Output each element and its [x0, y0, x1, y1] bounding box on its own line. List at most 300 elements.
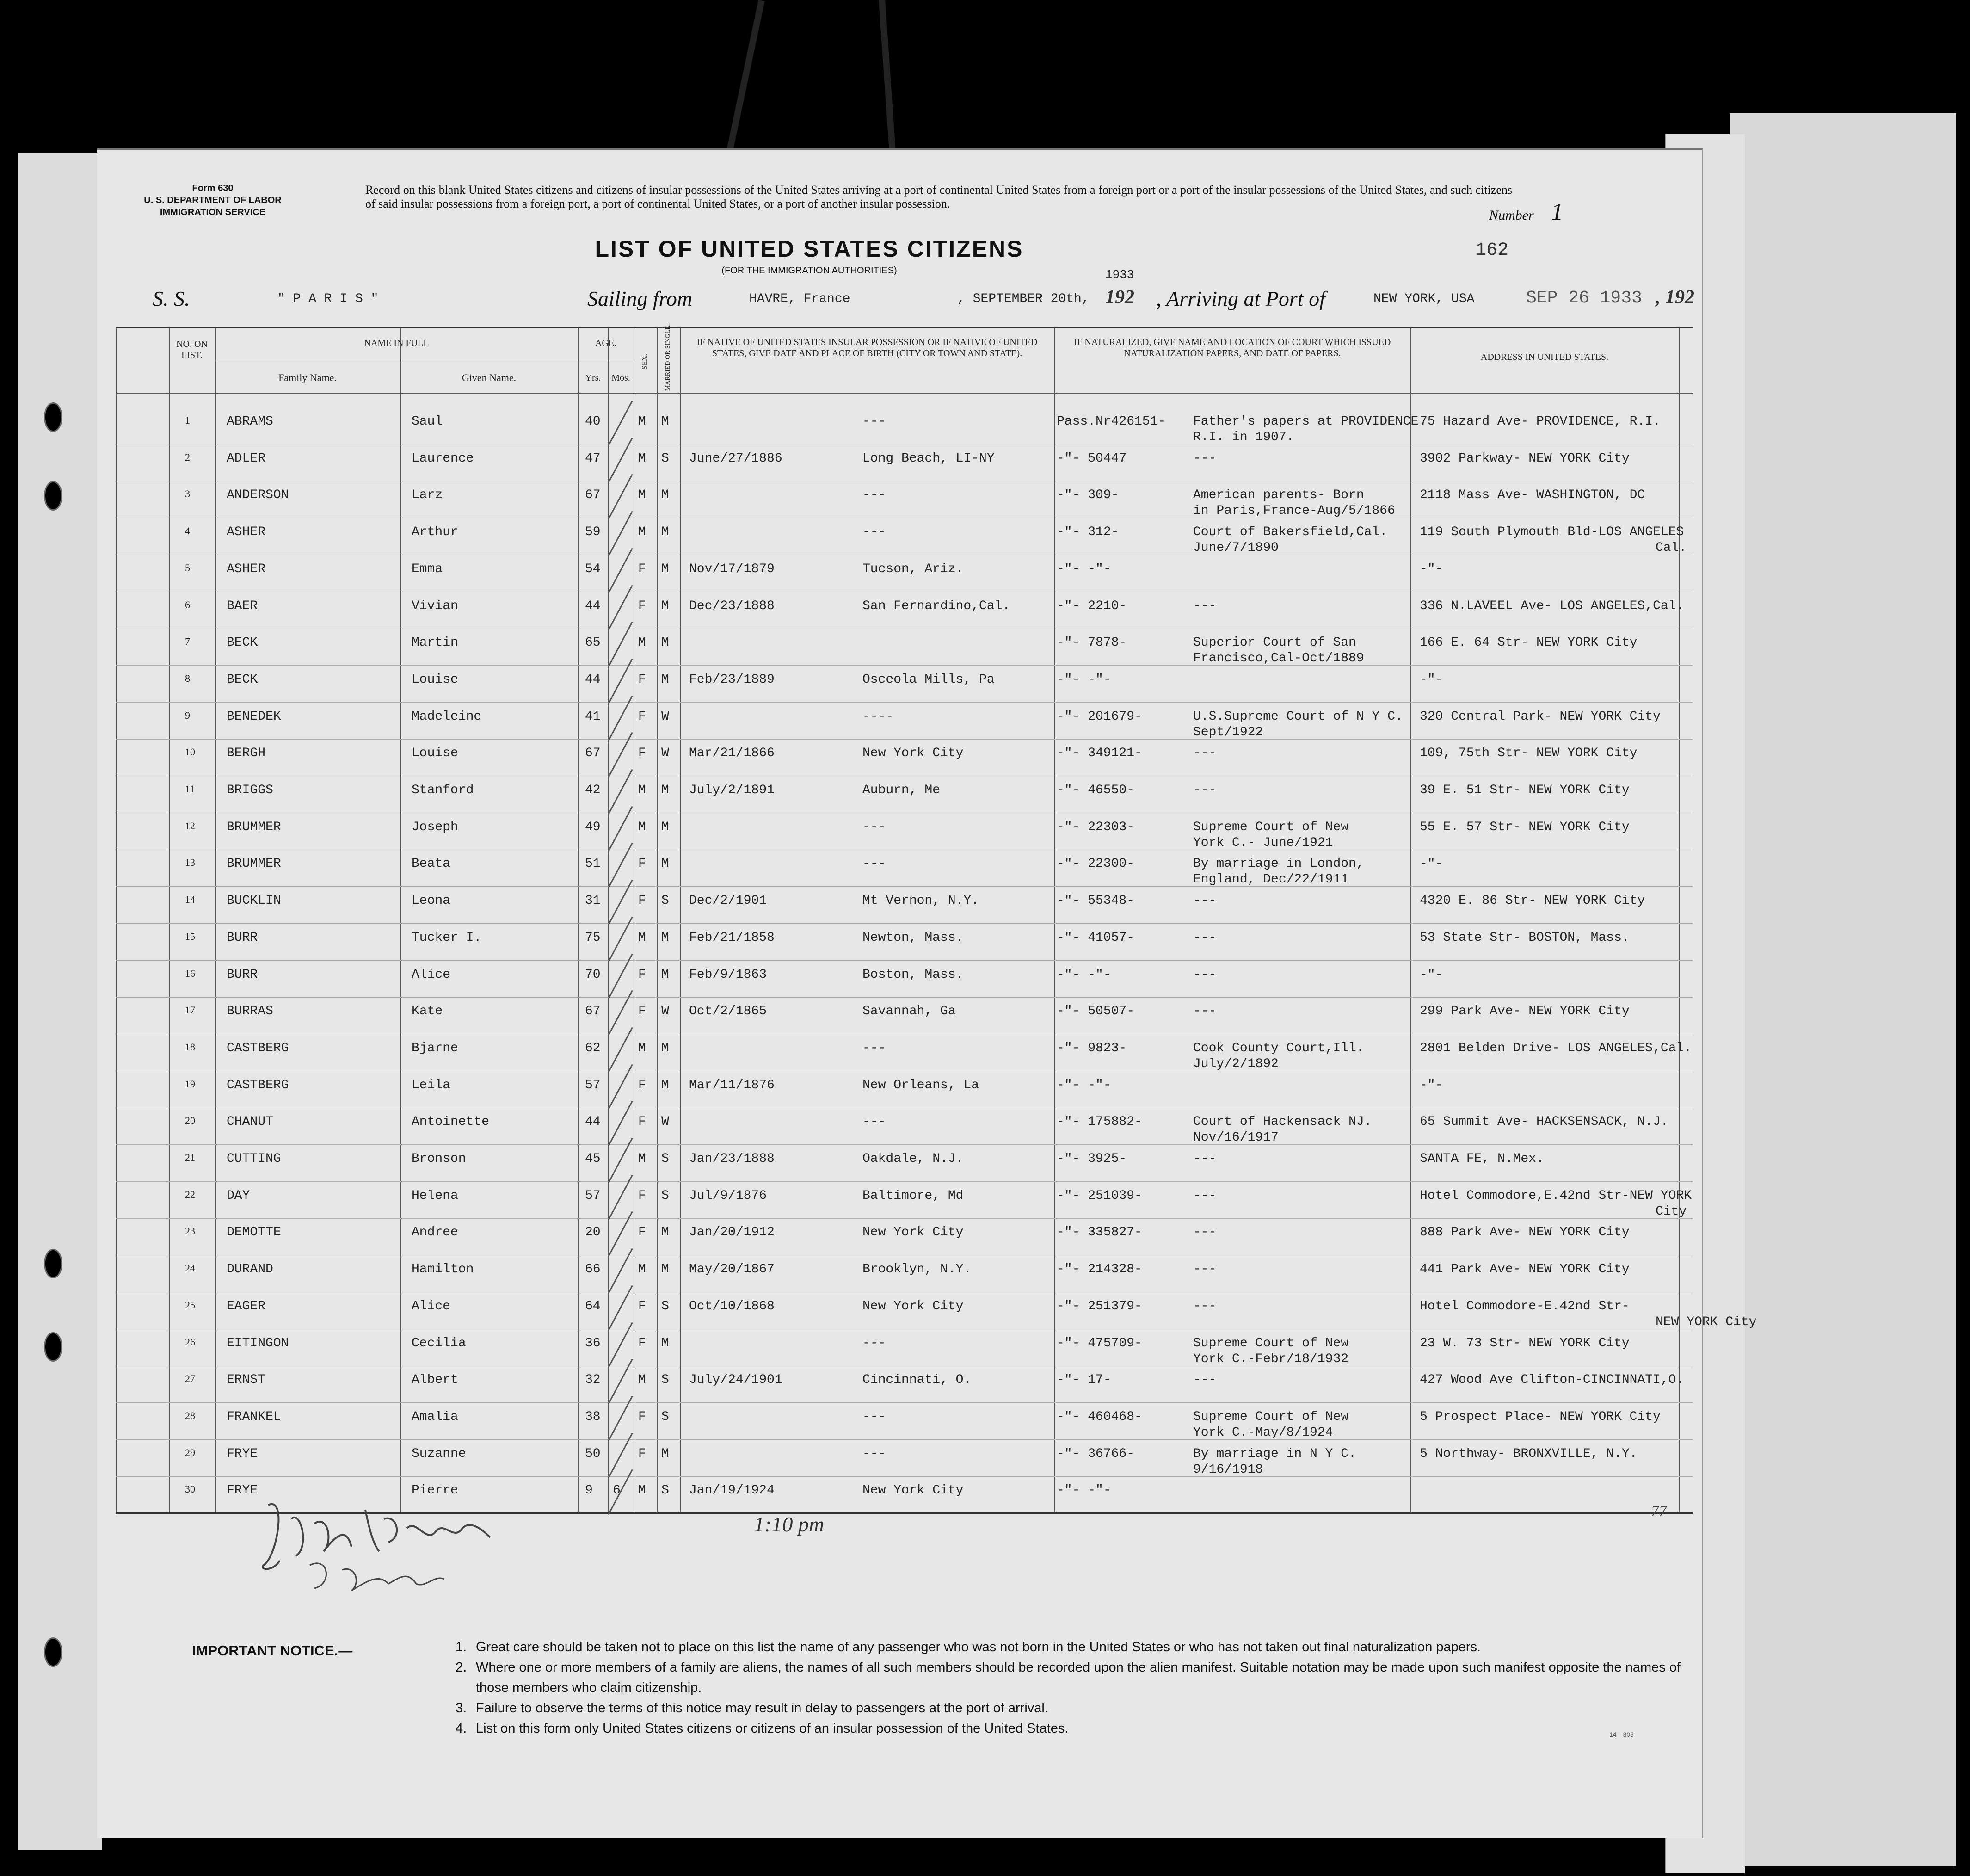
cell-given: Arthur	[412, 525, 458, 540]
cell-sex: M	[638, 1262, 646, 1277]
cell-sex: F	[638, 562, 646, 576]
cell-bplace: San Fernardino,Cal.	[862, 599, 1010, 613]
cell-no: 30	[185, 1483, 195, 1495]
cell-bplace: Osceola Mills, Pa	[862, 672, 995, 687]
punch-hole	[44, 1637, 62, 1667]
cell-court1: ---	[1193, 1225, 1217, 1240]
cell-addr1: -"-	[1420, 967, 1443, 982]
cell-court1: ---	[1193, 783, 1217, 797]
cell-age: 36	[585, 1336, 601, 1351]
form-service: IMMIGRATION SERVICE	[160, 207, 266, 217]
table-row	[116, 854, 1693, 891]
cell-no: 24	[185, 1262, 195, 1274]
cell-ms: S	[661, 1483, 669, 1498]
cell-natno: -"- 201679-	[1057, 709, 1142, 724]
notice-item-number: 1.	[456, 1640, 467, 1654]
cell-bdate: June/27/1886	[689, 451, 782, 466]
cell-no: 10	[185, 746, 195, 758]
cell-addr1: 2801 Belden Drive- LOS ANGELES,Cal.	[1420, 1041, 1692, 1055]
sheet-number-stamp: 162	[1475, 240, 1509, 261]
cell-court1: Court of Hackensack NJ.	[1193, 1115, 1372, 1129]
cell-natno: -"- 214328-	[1057, 1262, 1142, 1277]
cell-no: 6	[185, 599, 190, 611]
cell-ms: M	[661, 1225, 669, 1240]
cell-court1: ---	[1193, 967, 1217, 982]
cell-sex: F	[638, 1299, 646, 1314]
cell-no: 1	[185, 414, 190, 426]
ship-name: " P A R I S "	[277, 292, 379, 306]
header-sex: SEX.	[641, 353, 649, 370]
cell-family: BECK	[227, 636, 258, 650]
cell-ms: M	[661, 672, 669, 687]
cell-bdate: Dec/23/1888	[689, 599, 775, 613]
cell-natno: -"- 41057-	[1057, 930, 1135, 945]
cell-given: Kate	[412, 1004, 443, 1019]
list-number	[1489, 198, 1563, 226]
cell-given: Alice	[412, 1299, 451, 1314]
cell-age: 42	[585, 783, 601, 797]
table-row	[116, 707, 1693, 744]
cell-bdate: Jan/20/1912	[689, 1225, 775, 1240]
cell-court1: By marriage in London,	[1193, 857, 1364, 871]
cell-given: Madeleine	[412, 709, 482, 724]
cell-bdate: May/20/1867	[689, 1262, 775, 1277]
cell-family: ADLER	[227, 451, 266, 466]
cell-addr2: City	[1656, 1204, 1687, 1219]
table-row	[116, 743, 1693, 780]
cell-age: 50	[585, 1446, 601, 1461]
cell-family: CHANUT	[227, 1115, 273, 1129]
cell-age: 45	[585, 1152, 601, 1166]
table-row	[116, 1333, 1693, 1370]
table-row	[116, 1112, 1693, 1149]
table-row	[116, 522, 1693, 559]
cell-sex: M	[638, 1373, 646, 1388]
cell-family: FRYE	[227, 1446, 258, 1461]
cell-court1: ---	[1193, 1262, 1217, 1277]
cell-no: 26	[185, 1336, 195, 1348]
header-family-name: Family Name.	[278, 372, 337, 383]
notice-item	[456, 1718, 1713, 1739]
notice-items	[456, 1637, 1713, 1739]
table-row	[116, 559, 1693, 596]
cell-age: 44	[585, 599, 601, 613]
notice-item-number: 2.	[456, 1660, 467, 1675]
cell-bplace: ---	[862, 857, 886, 871]
cell-no: 23	[185, 1225, 195, 1237]
cell-ms: M	[661, 1041, 669, 1055]
cell-family: FRYE	[227, 1483, 258, 1498]
cell-sex: M	[638, 1152, 646, 1166]
cell-sex: M	[638, 783, 646, 797]
cell-natno: -"- 50507-	[1057, 1004, 1135, 1019]
cell-addr1: 4320 E. 86 Str- NEW YORK City	[1420, 894, 1645, 908]
cell-natno: -"- -"-	[1057, 1483, 1111, 1498]
cell-given: Leona	[412, 894, 451, 908]
cell-court1: ---	[1193, 1299, 1217, 1314]
cell-age: 70	[585, 967, 601, 982]
cell-natno: -"- 7878-	[1057, 636, 1127, 650]
table-row	[116, 1296, 1757, 1333]
header-naturalization: IF NATURALIZED, GIVE NAME AND LOCATION OF COURT WHICH ISSUED NATURALIZATION PAPERS, AND DATE OF PAPERS.	[1074, 337, 1391, 358]
cell-ms: M	[661, 636, 669, 650]
cell-ms: W	[661, 1004, 669, 1019]
cell-bplace: New York City	[862, 1225, 964, 1240]
cell-addr1: 336 N.LAVEEL Ave- LOS ANGELES,Cal.	[1420, 599, 1684, 613]
page-title: LIST OF UNITED STATES CITIZENS	[595, 236, 1024, 262]
cell-bplace: New York City	[862, 746, 964, 761]
header-marital-status: MARRIED OR SINGLE.	[665, 324, 671, 391]
cell-court1: ---	[1193, 451, 1217, 466]
cell-ms: W	[661, 709, 669, 724]
cell-given: Louise	[412, 746, 458, 761]
cell-given: Laurence	[412, 451, 474, 466]
cell-family: EAGER	[227, 1299, 266, 1314]
cell-addr1: -"-	[1420, 857, 1443, 871]
cell-bplace: ---	[862, 820, 886, 834]
notice-item-text: List on this form only United States citizens or citizens of an insular possession of the United States.	[476, 1721, 1069, 1736]
cell-bdate: July/2/1891	[689, 783, 775, 797]
cell-court2: July/2/1892	[1193, 1056, 1279, 1071]
cell-court1: Supreme Court of New	[1193, 1336, 1349, 1351]
cell-sex: F	[638, 709, 646, 724]
cell-sex: M	[638, 930, 646, 945]
form-header	[129, 182, 296, 218]
notice-item	[456, 1637, 1713, 1657]
arrival-port: NEW YORK, USA	[1373, 292, 1475, 306]
cell-bplace: Savannah, Ga	[862, 1004, 956, 1019]
cell-addr1: 320 Central Park- NEW YORK City	[1420, 709, 1661, 724]
table-row	[116, 412, 1693, 449]
cell-bdate: Nov/17/1879	[689, 562, 775, 576]
cell-sex: M	[638, 414, 646, 429]
cell-given: Louise	[412, 672, 458, 687]
notice-item	[456, 1657, 1713, 1698]
cell-age: 44	[585, 672, 601, 687]
cell-ms: M	[661, 1262, 669, 1277]
cell-bplace: ---	[862, 1041, 886, 1055]
cell-age: 9	[585, 1483, 593, 1498]
table-row	[116, 1001, 1693, 1038]
print-code: 14—808	[1609, 1731, 1634, 1738]
cell-sex: F	[638, 1004, 646, 1019]
table-row	[116, 449, 1693, 486]
cell-given: Alice	[412, 967, 451, 982]
cell-age: 57	[585, 1078, 601, 1092]
cell-family: ABRAMS	[227, 414, 273, 429]
cell-bplace: Boston, Mass.	[862, 967, 964, 982]
notice-item-number: 3.	[456, 1701, 467, 1716]
cell-addr1: 75 Hazard Ave- PROVIDENCE, R.I.	[1420, 414, 1661, 429]
cell-bplace: Brooklyn, N.Y.	[862, 1262, 972, 1277]
cell-sex: F	[638, 967, 646, 982]
cell-natno: -"- -"-	[1057, 672, 1111, 687]
cell-sex: F	[638, 1188, 646, 1203]
cell-given: Hamilton	[412, 1262, 474, 1277]
cell-age: 66	[585, 1262, 601, 1277]
cell-natno: -"- 46550-	[1057, 783, 1135, 797]
cell-given: Bronson	[412, 1152, 466, 1166]
cell-addr1: Hotel Commodore-E.42nd Str-	[1420, 1299, 1630, 1314]
cell-court1: Father's papers at PROVIDENCE	[1193, 414, 1419, 429]
cell-bdate: Jan/19/1924	[689, 1483, 775, 1498]
notice-item-text: Where one or more members of a family are aliens, the names of all such members should be recorded upon the alien manifest. Suitable notation may be made upon such manifest opposite the names of those members who claim citizenship.	[476, 1660, 1681, 1695]
form-number: Form 630	[192, 183, 234, 193]
cell-family: BURR	[227, 930, 258, 945]
table-row	[116, 1407, 1693, 1444]
cell-addr1: 427 Wood Ave Clifton-CINCINNATI,O.	[1420, 1373, 1684, 1388]
cell-no: 5	[185, 562, 190, 574]
cell-addr1: -"-	[1420, 562, 1443, 576]
cell-addr1: 299 Park Ave- NEW YORK City	[1420, 1004, 1630, 1019]
page-subtitle: (FOR THE IMMIGRATION AUTHORITIES)	[721, 265, 897, 276]
cell-sex: F	[638, 746, 646, 761]
cell-family: BURRAS	[227, 1004, 273, 1019]
cell-natno: -"- -"-	[1057, 1078, 1111, 1092]
cell-no: 4	[185, 525, 190, 537]
cell-ms: M	[661, 857, 669, 871]
cell-bplace: Auburn, Me	[862, 783, 941, 797]
arriving-label: , Arriving at Port of	[1156, 287, 1325, 310]
cell-sex: M	[638, 820, 646, 834]
cell-ms: M	[661, 562, 669, 576]
table-row	[116, 1038, 1693, 1075]
cell-ms: M	[661, 1336, 669, 1351]
cell-addr1: 3902 Parkway- NEW YORK City	[1420, 451, 1630, 466]
cell-bdate: Jul/9/1876	[689, 1188, 767, 1203]
sailing-port: HAVRE, France	[749, 292, 850, 306]
cell-no: 8	[185, 672, 190, 684]
cell-family: BERGH	[227, 746, 266, 761]
cell-age: 40	[585, 414, 601, 429]
cell-bplace: Tucson, Ariz.	[862, 562, 964, 576]
table-row	[116, 633, 1693, 670]
header-birth: IF NATIVE OF UNITED STATES INSULAR POSSESSION OR IF NATIVE OF UNITED STATES, GIVE DATE AND PLACE OF BIRTH (CITY OR TOWN AND STATE).	[696, 337, 1038, 358]
cell-court2: Nov/16/1917	[1193, 1130, 1279, 1145]
cell-sex: M	[638, 1483, 646, 1498]
cell-natno: -"- 251379-	[1057, 1299, 1142, 1314]
cell-addr1: 39 E. 51 Str- NEW YORK City	[1420, 783, 1630, 797]
cell-age: 38	[585, 1409, 601, 1424]
table-row	[116, 1186, 1693, 1223]
cell-natno: -"- 251039-	[1057, 1188, 1142, 1203]
cell-court1: ---	[1193, 1188, 1217, 1203]
cell-bdate: Oct/2/1865	[689, 1004, 767, 1019]
table-row	[116, 1444, 1693, 1481]
cell-no: 3	[185, 488, 190, 500]
cell-age: 54	[585, 562, 601, 576]
cell-given: Antoinette	[412, 1115, 490, 1129]
cell-ms: M	[661, 1078, 669, 1092]
cell-age: 57	[585, 1188, 601, 1203]
cell-no: 21	[185, 1152, 195, 1163]
cell-natno: -"- 3925-	[1057, 1152, 1127, 1166]
cell-court2: York C.-Febr/18/1932	[1193, 1351, 1349, 1366]
punch-hole	[44, 1332, 62, 1362]
cell-bplace: ---	[862, 1336, 886, 1351]
cell-family: BENEDEK	[227, 709, 281, 724]
notice-item	[456, 1698, 1713, 1718]
cell-family: BECK	[227, 672, 258, 687]
cell-no: 20	[185, 1115, 195, 1127]
cell-court1: ---	[1193, 746, 1217, 761]
cell-no: 13	[185, 857, 195, 869]
handwritten-note: 77	[1651, 1503, 1667, 1520]
number-label: Number	[1489, 208, 1534, 223]
cell-ms: S	[661, 1409, 669, 1424]
cell-age: 32	[585, 1373, 601, 1388]
cell-bplace: Baltimore, Md	[862, 1188, 964, 1203]
cell-addr1: SANTA FE, N.Mex.	[1420, 1152, 1544, 1166]
table-row	[116, 670, 1693, 707]
cell-ms: W	[661, 1115, 669, 1129]
table-row	[116, 1222, 1693, 1259]
cell-natno: Pass.Nr426151-	[1057, 414, 1166, 429]
cell-natno: -"- 50447	[1057, 451, 1127, 466]
cell-addr1: 109, 75th Str- NEW YORK City	[1420, 746, 1638, 761]
punch-hole	[44, 1249, 62, 1278]
cell-ms: M	[661, 414, 669, 429]
binding-string	[879, 0, 896, 157]
cell-family: FRANKEL	[227, 1409, 281, 1424]
cell-court1: Supreme Court of New	[1193, 820, 1349, 834]
sailing-year-written: 1933	[1105, 268, 1134, 282]
cell-court2: R.I. in 1907.	[1193, 430, 1294, 444]
cell-no: 29	[185, 1446, 195, 1458]
cell-court1: By marriage in N Y C.	[1193, 1446, 1356, 1461]
cell-no: 11	[185, 783, 195, 795]
cell-ms: M	[661, 783, 669, 797]
cell-bplace: Long Beach, LI-NY	[862, 451, 995, 466]
cell-age: 62	[585, 1041, 601, 1055]
cell-ms: M	[661, 930, 669, 945]
cell-bplace: Mt Vernon, N.Y.	[862, 894, 979, 908]
cell-court1: ---	[1193, 894, 1217, 908]
cell-sex: M	[638, 451, 646, 466]
cell-given: Suzanne	[412, 1446, 466, 1461]
cell-no: 9	[185, 709, 190, 721]
cell-sex: M	[638, 525, 646, 540]
punch-hole	[44, 402, 62, 432]
cell-addr1: 5 Northway- BRONXVILLE, N.Y.	[1420, 1446, 1638, 1461]
handwritten-time: 1:10 pm	[754, 1512, 825, 1536]
cell-court1: ---	[1193, 599, 1217, 613]
cell-natno: -"- 460468-	[1057, 1409, 1142, 1424]
cell-addr1: -"-	[1420, 672, 1443, 687]
cell-addr1: 119 South Plymouth Bld-LOS ANGELES	[1420, 525, 1684, 540]
cell-age: 44	[585, 1115, 601, 1129]
cell-sex: M	[638, 488, 646, 503]
table-row	[116, 817, 1693, 854]
header-months: Mos.	[611, 373, 630, 383]
cell-family: BRIGGS	[227, 783, 273, 797]
cell-bdate: Feb/9/1863	[689, 967, 767, 982]
cell-given: Albert	[412, 1373, 458, 1388]
cell-ms: S	[661, 451, 669, 466]
cell-bplace: ---	[862, 1446, 886, 1461]
cell-bdate: July/24/1901	[689, 1373, 782, 1388]
cell-court1: Supreme Court of New	[1193, 1409, 1349, 1424]
cell-addr1: 23 W. 73 Str- NEW YORK City	[1420, 1336, 1630, 1351]
cell-given: Tucker I.	[412, 930, 482, 945]
cell-sex: F	[638, 1078, 646, 1092]
cell-natno: -"- 349121-	[1057, 746, 1142, 761]
cell-court2: York C.-May/8/1924	[1193, 1425, 1333, 1440]
cell-bplace: ---	[862, 488, 886, 503]
cell-family: CASTBERG	[227, 1078, 289, 1092]
cell-bplace: ---	[862, 1409, 886, 1424]
cell-given: Martin	[412, 636, 458, 650]
cell-family: ANDERSON	[227, 488, 289, 503]
cell-age: 47	[585, 451, 601, 466]
cell-addr1: 5 Prospect Place- NEW YORK City	[1420, 1409, 1661, 1424]
cell-family: BURR	[227, 967, 258, 982]
cell-age: 51	[585, 857, 601, 871]
cell-ms: S	[661, 1152, 669, 1166]
cell-natno: -"- 22303-	[1057, 820, 1135, 834]
cell-ms: M	[661, 525, 669, 540]
cell-court1: Court of Bakersfield,Cal.	[1193, 525, 1388, 540]
cell-addr1: -"-	[1420, 1078, 1443, 1092]
cell-court2: Sept/1922	[1193, 725, 1263, 740]
cell-ms: M	[661, 1446, 669, 1461]
table-row	[116, 1075, 1693, 1112]
cell-court2: York C.- June/1921	[1193, 835, 1333, 850]
cell-natno: -"- 55348-	[1057, 894, 1135, 908]
cell-no: 27	[185, 1373, 195, 1385]
cell-ms: S	[661, 1299, 669, 1314]
table-row	[116, 1149, 1693, 1186]
form-department: U. S. DEPARTMENT OF LABOR	[144, 195, 282, 205]
header-age: AGE.	[595, 338, 617, 348]
cell-natno: -"- 475709-	[1057, 1336, 1142, 1351]
cell-natno: -"- 312-	[1057, 525, 1119, 540]
header-name-in-full: NAME IN FULL	[364, 338, 429, 348]
cell-bplace: Cincinnati, O.	[862, 1373, 972, 1388]
cell-sex: M	[638, 1041, 646, 1055]
cell-mos: 6	[613, 1483, 621, 1498]
cell-natno: -"- 36766-	[1057, 1446, 1135, 1461]
cell-family: ERNST	[227, 1373, 266, 1388]
cell-natno: -"- -"-	[1057, 562, 1111, 576]
cell-given: Leila	[412, 1078, 451, 1092]
cell-age: 67	[585, 488, 601, 503]
cell-no: 2	[185, 451, 190, 463]
header-given-name: Given Name.	[462, 372, 517, 383]
table-row	[116, 928, 1693, 965]
cell-addr1: 65 Summit Ave- HACKSENSACK, N.J.	[1420, 1115, 1668, 1129]
notice-item-number: 4.	[456, 1721, 467, 1736]
cell-bdate: Jan/23/1888	[689, 1152, 775, 1166]
number-value: 1	[1551, 199, 1564, 225]
cell-bdate: Mar/21/1866	[689, 746, 775, 761]
cell-given: Amalia	[412, 1409, 458, 1424]
cell-no: 14	[185, 894, 195, 906]
cell-sex: F	[638, 1446, 646, 1461]
cell-sex: F	[638, 1409, 646, 1424]
cell-natno: -"- 17-	[1057, 1373, 1111, 1388]
binding-string	[724, 0, 765, 164]
cell-family: ASHER	[227, 562, 266, 576]
cell-family: DEMOTTE	[227, 1225, 281, 1240]
sailing-label: Sailing from	[587, 287, 693, 310]
cell-ms: S	[661, 1188, 669, 1203]
cell-natno: -"- 335827-	[1057, 1225, 1142, 1240]
cell-ms: M	[661, 820, 669, 834]
cell-sex: F	[638, 1225, 646, 1240]
cell-court1: ---	[1193, 1373, 1217, 1388]
cell-ms: M	[661, 599, 669, 613]
